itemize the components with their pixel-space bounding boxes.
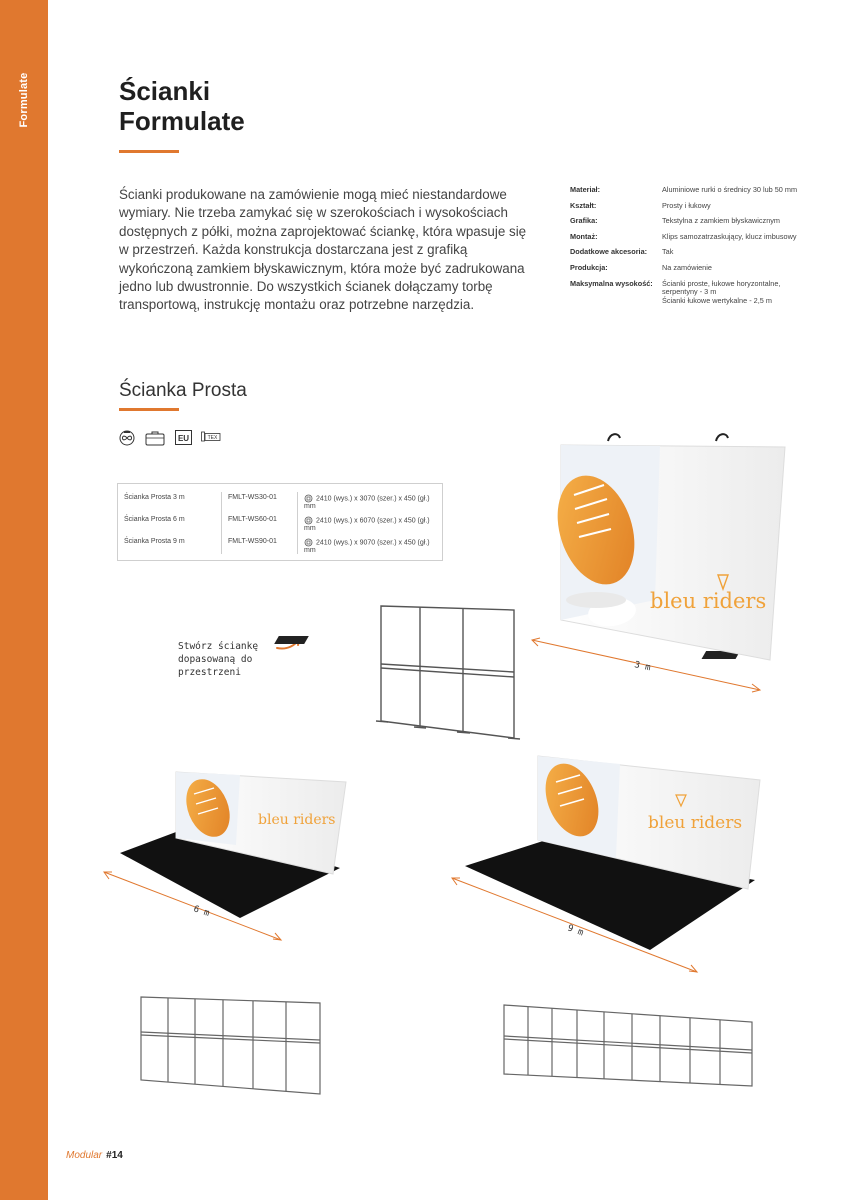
product-code: FMLT-WS30-01 xyxy=(228,494,277,501)
section-title: Ścianka Prosta xyxy=(119,380,247,401)
eu-badge-label: EU xyxy=(177,434,190,443)
product-dims-text: 2410 (wys.) x 6070 (szer.) x 450 (gł.) mm xyxy=(304,517,430,532)
product-dims-text: 2410 (wys.) x 9070 (szer.) x 450 (gł.) mm xyxy=(304,539,430,554)
page-number: #14 xyxy=(106,1150,123,1161)
foot xyxy=(274,636,309,644)
shoe-sole-edge xyxy=(566,592,626,608)
brand-text: bleu riders xyxy=(650,589,767,613)
brand-text: bleu riders xyxy=(258,812,336,828)
spec-key: Maksymalna wysokość: xyxy=(570,278,653,288)
product-name: Ścianka Prosta 6 m xyxy=(124,516,185,523)
spec-key: Montaż: xyxy=(570,231,598,241)
dimension-label-3m: 3 m xyxy=(633,660,652,674)
handwritten-note-line2: dopasowaną do xyxy=(178,654,253,665)
product-name: Ścianka Prosta 3 m xyxy=(124,494,185,501)
spec-value: Tak xyxy=(662,247,674,257)
product-name: Ścianka Prosta 9 m xyxy=(124,538,185,545)
spec-value: Tekstylna z zamkiem błyskawicznym xyxy=(662,216,780,226)
spec-key: Grafika: xyxy=(570,216,598,226)
spec-value-line2: Ścianki łukowe wertykalne - 2,5 m xyxy=(662,295,772,305)
page-title-line2: Formulate xyxy=(119,106,245,136)
frame-3m-illustration xyxy=(376,606,520,739)
product-code: FMLT-WS60-01 xyxy=(228,516,277,523)
handwritten-note-line3: przestrzeni xyxy=(178,667,241,678)
page-footer xyxy=(66,1150,123,1161)
dimension-label-9m: 9 m xyxy=(565,923,585,939)
handwritten-note-line1: Stwórz ściankę xyxy=(178,641,259,652)
tex-badge-label: TEX xyxy=(207,435,218,441)
wall-9m-illustration xyxy=(465,756,760,950)
light-lamp xyxy=(716,434,728,441)
spec-value-line1: Ścianki proste, łukowe horyzontalne, serpentyny - 3 m xyxy=(662,278,781,297)
wall-3m-illustration xyxy=(274,434,785,660)
spec-key: Materiał: xyxy=(570,185,601,194)
product-code: FMLT-WS90-01 xyxy=(228,538,277,545)
product-dims-text: 2410 (wys.) x 3070 (szer.) x 450 (gł.) mm xyxy=(304,495,430,510)
footer-brand: Modular xyxy=(66,1150,103,1161)
brand-text: bleu riders xyxy=(648,813,743,833)
spec-value: Prosty i łukowy xyxy=(662,200,711,210)
spec-value: Klips samozatrzaskujący, klucz imbusowy xyxy=(662,231,797,241)
frame-9m-illustration xyxy=(504,1005,752,1086)
frame-6m-illustration xyxy=(141,997,320,1094)
side-section-label: Formulate xyxy=(18,72,30,128)
intro-paragraph: Ścianki produkowane na zamówienie mogą mieć niestandardowe wymiary. Nie trzeba zamykać się w szerokościach i wysokościach dostępnych z półki, można zaprojektować ściankę, która wpasuje się w przestrzeń. Każda konstrukcja dostarczana jest z grafiką wykończoną zamkiem błyskawicznym, która może być zadrukowana jedno lub dwustronnie. Do wszystkich ścianek dołączamy torbę transportową, instrukcję montażu oraz potrzebne narzędzia. xyxy=(119,187,527,313)
spec-value: Na zamówienie xyxy=(662,262,712,272)
spec-key: Dodatkowe akcesoria: xyxy=(570,247,648,257)
page-title-line1: Ścianki xyxy=(119,76,211,106)
spec-key: Kształt: xyxy=(570,200,597,210)
wall-6m-illustration xyxy=(120,772,346,918)
dimension-label-6m: 6 m xyxy=(192,904,211,919)
light-lamp xyxy=(608,434,620,441)
spec-value: Aluminiowe rurki o średnicy 30 lub 50 mm xyxy=(662,185,798,194)
spec-key: Produkcja: xyxy=(570,262,608,272)
